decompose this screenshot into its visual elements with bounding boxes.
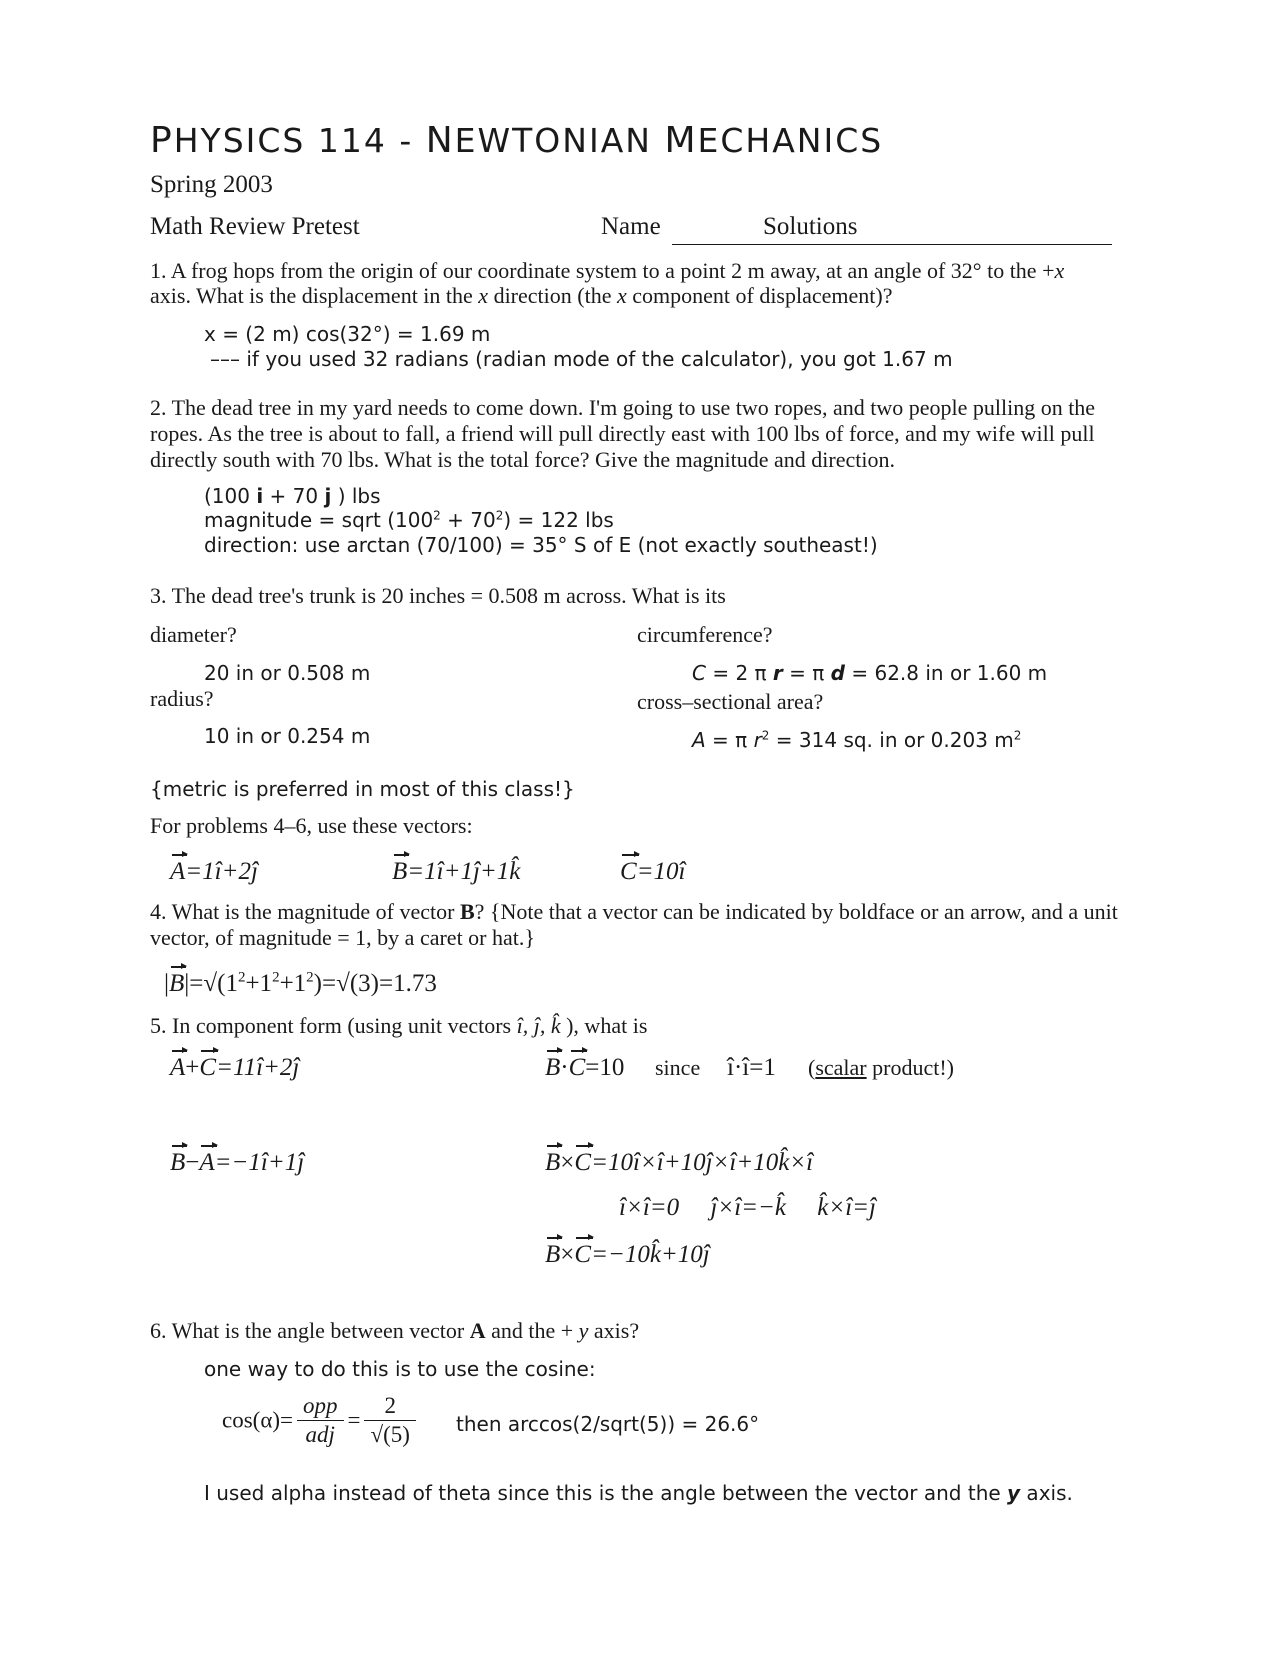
page-title	[150, 120, 883, 161]
vector-b: B	[459, 899, 475, 924]
name-value: Solutions	[763, 213, 858, 240]
operator: −	[185, 1149, 200, 1176]
operator: ·	[560, 1054, 569, 1081]
fraction-2-sqrt5	[364, 1392, 415, 1449]
var-r: r	[772, 661, 783, 685]
title-part: ECHANICS	[697, 121, 884, 160]
vector-c-definition	[620, 857, 686, 887]
underlined-word: scalar	[815, 1055, 867, 1080]
exponent: 2	[761, 728, 770, 743]
dot-unit-identity: î·î=1	[727, 1054, 776, 1081]
vector-b-definition	[392, 857, 520, 887]
text: +1	[245, 970, 273, 997]
text: = 2 π	[705, 661, 773, 685]
answer-1-line-1: x = (2 m) cos(32°) = 1.69 m	[204, 322, 491, 346]
fraction-opp-adj	[297, 1392, 344, 1449]
text: =10	[585, 1054, 625, 1081]
exponent: 2	[237, 969, 246, 986]
area-answer	[692, 728, 1021, 752]
text: = π	[782, 661, 831, 685]
text: and the +	[485, 1318, 579, 1343]
unit-j: j	[324, 484, 332, 508]
question-2: 2. The dead tree in my yard needs to come down. I'm going to use two ropes, and two people pulling on the ropes. As the tree is about to fall, a friend will pull directly east with 100 lbs of force, and my wife will pull directly south with 70 lbs. What is the total force? Give the magnitude and direction.	[150, 395, 1096, 472]
vector-a: A	[469, 1318, 486, 1343]
answer-5-cross-identities: î×î=0 ĵ×î=−k̂ k̂×î=ĵ	[619, 1194, 876, 1221]
answer-5-difference	[170, 1148, 304, 1178]
answer-5-cross-result	[545, 1240, 710, 1270]
vector-b: B	[170, 1149, 186, 1176]
question-1-line-1	[150, 258, 1064, 284]
text: ) lbs	[331, 484, 381, 508]
question-5	[150, 1013, 647, 1039]
text: + 70	[440, 508, 496, 532]
text: =10î	[636, 858, 686, 885]
operator: ×	[560, 1241, 575, 1268]
title-letter: M	[664, 120, 698, 161]
text: )=√(3)=1.73	[313, 970, 437, 997]
text: cos(α)=	[222, 1407, 293, 1433]
question-4	[150, 899, 1140, 951]
exponent: 2	[306, 969, 314, 986]
term: Spring 2003	[150, 171, 273, 198]
text: magnitude = sqrt (100	[204, 508, 434, 532]
text: 4. What is the magnitude of vector	[150, 899, 460, 924]
vector-c: C	[620, 858, 637, 885]
text: =1î+1ĵ+1k̂	[407, 858, 521, 885]
answer-1-line-2: ––– if you used 32 radians (radian mode of the calculator), you got 1.67 m	[210, 347, 953, 371]
text: =−1î+1ĵ	[214, 1149, 305, 1176]
text: = 314 sq. in or 0.203 m	[769, 728, 1014, 752]
diameter-answer: 20 in or 0.508 m	[204, 661, 371, 685]
text: =11î+2ĵ	[216, 1054, 300, 1081]
vector-b: B	[392, 858, 408, 885]
answer-5-cross-1	[545, 1148, 813, 1178]
text: 6. What is the angle between vector	[150, 1318, 470, 1343]
text: (	[808, 1055, 816, 1080]
answer-5-sum	[170, 1053, 299, 1083]
exponent: 2	[1013, 728, 1022, 743]
vector-b: B	[545, 1241, 561, 1268]
var-y: y	[578, 1318, 589, 1343]
text: component of displacement)?	[626, 283, 893, 308]
numerator: opp	[297, 1392, 344, 1421]
var-x: x	[1054, 258, 1065, 283]
vector-c: C	[199, 1054, 217, 1081]
var-r: r	[753, 728, 762, 752]
vectors-intro: For problems 4–6, use these vectors:	[150, 813, 473, 838]
vector-a: A	[199, 1149, 215, 1176]
var-a: A	[692, 728, 706, 752]
text: |=√(1	[184, 970, 238, 997]
vector-a: A	[170, 1054, 186, 1081]
text: +1	[279, 970, 307, 997]
title-part: HYSICS 114 -	[173, 121, 426, 160]
title-letter: N	[425, 120, 455, 161]
name-field	[672, 213, 1112, 245]
denominator: √(5)	[370, 1422, 410, 1447]
text: ) = 122 lbs	[503, 508, 614, 532]
dot-note	[808, 1055, 954, 1081]
cosine-formula	[222, 1392, 420, 1449]
denominator: adj	[305, 1422, 335, 1447]
numerator: 2	[364, 1392, 415, 1421]
operator: ×	[560, 1149, 575, 1176]
vector-b: B	[169, 970, 185, 997]
vector-c: C	[568, 1054, 586, 1081]
text: axis. What is the displacement in the	[150, 283, 479, 308]
exponent: 2	[433, 508, 441, 523]
var-d: d	[830, 661, 845, 685]
question-3: 3. The dead tree's trunk is 20 inches = 0.508 m across. What is its	[150, 583, 726, 608]
text: product!)	[866, 1055, 954, 1080]
answer-6-intro: one way to do this is to use the cosine:	[204, 1357, 596, 1381]
answer-6-note	[204, 1481, 1073, 1505]
name-label: Name	[601, 213, 661, 240]
var-x: x	[478, 283, 489, 308]
text: + 70	[263, 484, 325, 508]
text: = 62.8 in or 1.60 m	[845, 661, 1048, 685]
vector-c: C	[574, 1241, 592, 1268]
unit-i: i	[256, 484, 264, 508]
var-x: x	[616, 283, 627, 308]
unit-vectors: î, ĵ, k̂	[516, 1013, 561, 1038]
operator: +	[185, 1054, 200, 1081]
question-1-line-2	[150, 283, 892, 309]
text: 1. A frog hops from the origin of our coordinate system to a point 2 m away, at an angle of 32° to the +	[150, 258, 1055, 283]
answer-6-result: then arccos(2/sqrt(5)) = 26.6°	[456, 1412, 760, 1436]
vector-b: B	[545, 1149, 561, 1176]
abs-bar: |	[164, 970, 170, 997]
var-y: y	[1007, 1481, 1021, 1505]
test-name: Math Review Pretest	[150, 213, 360, 240]
diameter-label: diameter?	[150, 622, 237, 647]
vector-c: C	[574, 1149, 592, 1176]
question-6	[150, 1318, 639, 1344]
area-label: cross–sectional area?	[637, 689, 824, 714]
operator: =	[347, 1407, 361, 1433]
vector-b: B	[545, 1054, 561, 1081]
var-c: C	[692, 661, 706, 685]
text: ), what is	[560, 1013, 648, 1038]
circumference-label: circumference?	[637, 622, 773, 647]
dot-since: since	[655, 1055, 701, 1080]
vector-a-definition	[170, 857, 258, 887]
answer-4	[164, 969, 437, 999]
text: I used alpha instead of theta since this is the angle between the vector and the	[204, 1481, 1008, 1505]
answer-2-line-3: direction: use arctan (70/100) = 35° S of E (not exactly southeast!)	[204, 533, 878, 557]
radius-label: radius?	[150, 686, 214, 711]
text: =10î×î+10ĵ×î+10k̂×î	[591, 1149, 814, 1176]
title-letter: P	[150, 120, 174, 161]
text: ? {Note that a vector can be indicated by boldface or an arrow, and a unit vector, of magnitude = 1, by a caret or hat.}	[150, 899, 1118, 950]
text: =−10k̂+10ĵ	[591, 1241, 710, 1268]
text: = π	[705, 728, 754, 752]
exponent: 2	[272, 969, 280, 986]
text: 5. In component form (using unit vectors	[150, 1013, 517, 1038]
text: direction (the	[488, 283, 617, 308]
answer-2-line-2	[204, 508, 614, 532]
title-part: EWTONIAN	[454, 121, 665, 160]
radius-answer: 10 in or 0.254 m	[204, 724, 371, 748]
answer-5-dot	[545, 1053, 624, 1083]
vector-a: A	[170, 858, 186, 885]
text: axis?	[588, 1318, 640, 1343]
circumference-answer	[692, 661, 1047, 685]
exponent: 2	[495, 508, 504, 523]
metric-note: {metric is preferred in most of this class!}	[150, 777, 575, 801]
text: =1î+2ĵ	[185, 858, 258, 885]
text: axis.	[1020, 1481, 1073, 1505]
answer-2-line-1	[204, 484, 381, 508]
text: (100	[204, 484, 257, 508]
